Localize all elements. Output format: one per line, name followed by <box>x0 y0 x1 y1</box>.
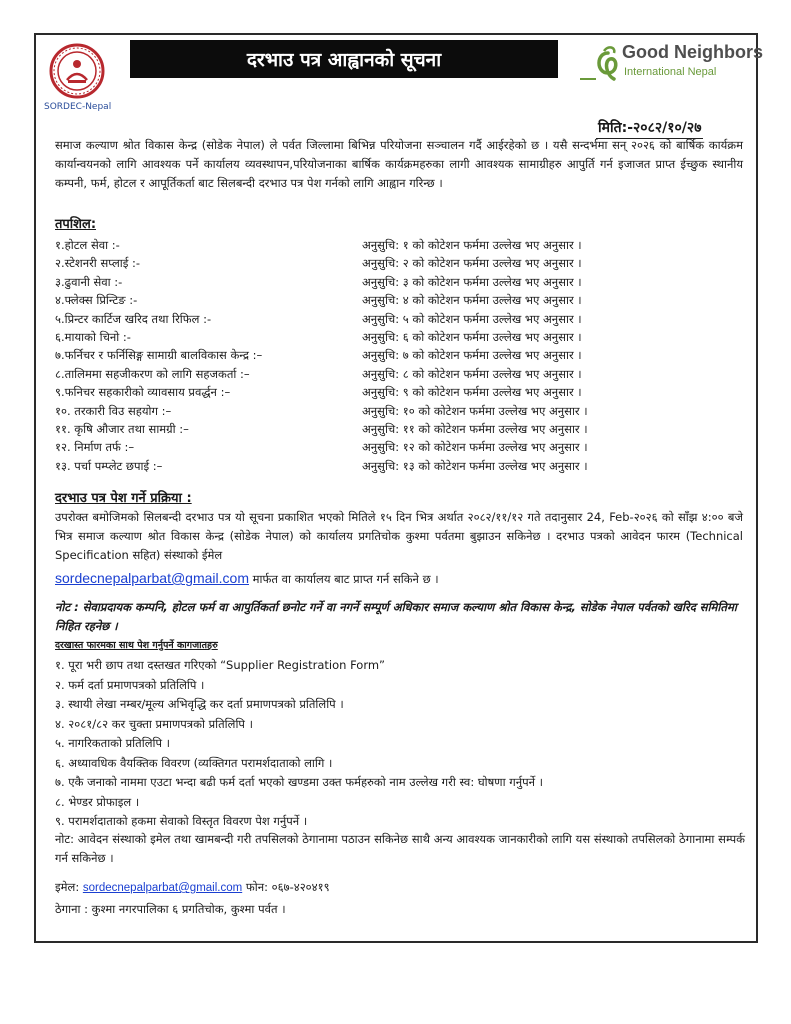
detail-reference: अनुसुचि: ८ को कोटेशन फर्ममा उल्लेख भए अनुसार । <box>362 366 582 381</box>
detail-item: ४.फ्लेक्स प्रिन्टिङ :- <box>55 293 138 308</box>
detail-reference: अनुसुचि: १ को कोटेशन फर्ममा उल्लेख भए अनुसार । <box>362 238 582 252</box>
phone-label: फोन: <box>245 880 268 894</box>
detail-reference: अनुसुचि: १३ को कोटेशन फर्ममा उल्लेख भए अनुसार । <box>362 458 588 473</box>
detail-reference: अनुसुचि: ६ को कोटेशन फर्ममा उल्लेख भए अनुसार । <box>362 330 582 344</box>
intro-paragraph: समाज कल्याण श्रोत विकास केन्द्र (सोडेक नेपाल) ले पर्वत जिल्लामा बिभिन्न परियोजना सञ्चालन गर्दै आईरहेको छ । यसै सन्दर्भमा सन् २०२६ को बार्षिक कार्यक्रम कार्यान्वयनको लागि आवश्यक पर्ने कार्यालय व्यवस्थापन,परियोजनाका बार्षिक कार्यक्रमहरुका लागी आवश्यक सामाग्रीहरु आपुर्ति गर्न इजाजत प्राप्त ईच्छुक स्थानीय कम्पनी, फर्म, होटल र आपूर्तिकर्ता बाट सिलबन्दी दरभाउ पत्र पेश गर्नको लागि आह्वान गरिन्छ । <box>55 138 743 190</box>
document-item: ६. अध्यावधिक वैयक्तिक विवरण (व्यक्तिगत परामर्शदाताको लागि । <box>55 755 333 770</box>
detail-item: ५.प्रिन्टर कार्टिज खरिद तथा रिफिल :- <box>55 311 212 326</box>
detail-item: ८.तालिममा सहजीकरण को लागि सहजकर्ता :– <box>55 366 250 381</box>
detail-reference: अनुसुचि: १० को कोटेशन फर्ममा उल्लेख भए अनुसार । <box>362 403 588 418</box>
sordec-logo-icon <box>48 42 106 100</box>
document-item: १. पूरा भरी छाप तथा दस्तखत गरिएको “Supplier Registration Form” <box>55 658 386 672</box>
detail-item: ११. कृषि औजार तथा सामग्री :– <box>55 422 189 436</box>
detail-reference: अनुसुचि: ३ को कोटेशन फर्ममा उल्लेख भए अनुसार । <box>362 274 582 289</box>
sordec-label: SORDEC-Nepal <box>44 102 112 112</box>
process-email-line <box>55 570 439 587</box>
document-item: ४. २०८१/८२ कर चुक्ता प्रमाणपत्रको प्रतिलिपि । <box>55 716 253 731</box>
document-item: ३. स्थायी लेखा नम्बर/मूल्य अभिवृद्धि कर दर्ता प्रमाणपत्रको प्रतिलिपि । <box>55 697 344 711</box>
process-text: उपरोक्त बमोजिमको सिलबन्दी दरभाउ पत्र यो सूचना प्रकाशित भएको मितिले १५ दिन भित्र अर्थात २०८२/११/१२ गते तदानुसार 24, Feb-२०२६ को साँझ ४:०० बजे भित्र समाज कल्याण श्रोत विकास केन्द्र (सोडेक नेपाल) को कार्यालय प्रगतिचोक कुश्मा पर्वतमा बुझाउन सकिनेछ । दरभाउ पत्रको आवेदन फारम (Technical Specification सहित) संस्थाको ईमेल <box>55 510 743 562</box>
contact-phone: ०६७-४२०४१९ <box>271 880 330 894</box>
document-item: २. फर्म दर्ता प्रमाणपत्रको प्रतिलिपि । <box>55 677 205 692</box>
detail-reference: अनुसुचि: ४ को कोटेशन फर्ममा उल्लेख भए अनुसार । <box>362 293 582 308</box>
process-heading: दरभाउ पत्र पेश गर्ने प्रक्रिया : <box>55 491 192 506</box>
good-neighbors-name: Good Neighbors <box>622 42 763 62</box>
detail-reference: अनुसुचि: १२ को कोटेशन फर्ममा उल्लेख भए अनुसार । <box>362 440 588 455</box>
detail-reference: अनुसुचि: ११ को कोटेशन फर्ममा उल्लेख भए अनुसार । <box>362 422 588 436</box>
docs-heading: दरखास्त फारमका साथ पेश गर्नुपर्ने कागजातहरु <box>55 640 218 651</box>
detail-item: ७.फर्निचर र फर्निसिङ्ग सामाग्री बालविकास केन्द्र :– <box>55 348 263 363</box>
email-label: इमेल: <box>55 880 80 894</box>
document-item: ५. नागरिकताको प्रतिलिपि । <box>55 736 171 750</box>
detail-item: ९.फनिचर सहकारीको व्यावसाय प्रवर्द्धन :– <box>55 385 231 400</box>
detail-reference: अनुसुचि: ९ को कोटेशन फर्ममा उल्लेख भए अनुसार । <box>362 385 582 400</box>
detail-item: ६.मायाको चिनो :- <box>55 330 131 344</box>
contact-line <box>55 880 330 895</box>
detail-item: १३. पर्चा पम्प्लेट छपाई :– <box>55 458 163 473</box>
note-contact: नोट: आवेदन संस्थाको इमेल तथा खामबन्दी गरी तपसिलको ठेगानामा पठाउन सकिनेछ साथै अन्य आवश्यक जानकारीको लागि यस संस्थाको तपसिलको ठेगानामा सम्पर्क गर्न सकिनेछ । <box>55 832 745 865</box>
detail-item: १२. निर्माण तर्फ :– <box>55 440 135 455</box>
document-item: ९. परामर्शदाताको हकमा सेवाको विस्तृत विवरण पेश गर्नुपर्ने । <box>55 814 308 828</box>
details-heading: तपशिल: <box>55 217 97 232</box>
detail-reference: अनुसुचि: २ को कोटेशन फर्ममा उल्लेख भए अनुसार । <box>362 256 582 271</box>
note-authority: नोट : सेवाप्रदायक कम्पनि, होटल फर्म वा आपुर्तिकर्ता छनोट गर्ने वा नगर्ने सम्पूर्ण अधिकार समाज कल्याण श्रोत विकास केन्द्र, सोडेक नेपाल पर्वतको खरिद समितिमा निहित रहनेछ । <box>55 600 737 633</box>
detail-item: १०. तरकारी विउ सहयोग :– <box>55 403 172 418</box>
document-item: ८. भेण्डर प्रोफाइल । <box>55 794 140 809</box>
detail-item: १.होटल सेवा :- <box>55 238 120 252</box>
detail-item: ३.ढुवानी सेवा :- <box>55 274 123 289</box>
detail-reference: अनुसुचि: ५ को कोटेशन फर्ममा उल्लेख भए अनुसार । <box>362 311 582 326</box>
process-tail: मार्फत वा कार्यालय बाट प्राप्त गर्न सकिने छ । <box>252 572 439 586</box>
process-paragraph <box>55 508 743 565</box>
notice-date: मिति:-२०८२/१०/२७ <box>596 118 703 139</box>
document-item: ७. एकै जनाको नाममा एउटा भन्दा बढी फर्म दर्ता भएको खण्डमा उक्त फर्महरुको नाम उल्लेख गरी स्व: घोषणा गर्नुपर्ने । <box>55 775 544 789</box>
good-neighbors-sub: International Nepal <box>624 66 717 78</box>
notice-title: दरभाउ पत्र आह्वानको सूचना <box>130 40 558 78</box>
detail-reference: अनुसुचि: ७ को कोटेशन फर्ममा उल्लेख भए अनुसार । <box>362 348 582 363</box>
contact-address: ठेगाना : कुश्मा नगरपालिका ६ प्रगतिचोक, कुश्मा पर्वत । <box>55 902 286 916</box>
contact-email-link[interactable]: sordecnepalparbat@gmail.com <box>82 882 243 894</box>
process-email-link[interactable]: sordecnepalparbat@gmail.com <box>55 570 249 586</box>
detail-item: २.स्टेशनरी सप्लाई :- <box>55 256 141 271</box>
